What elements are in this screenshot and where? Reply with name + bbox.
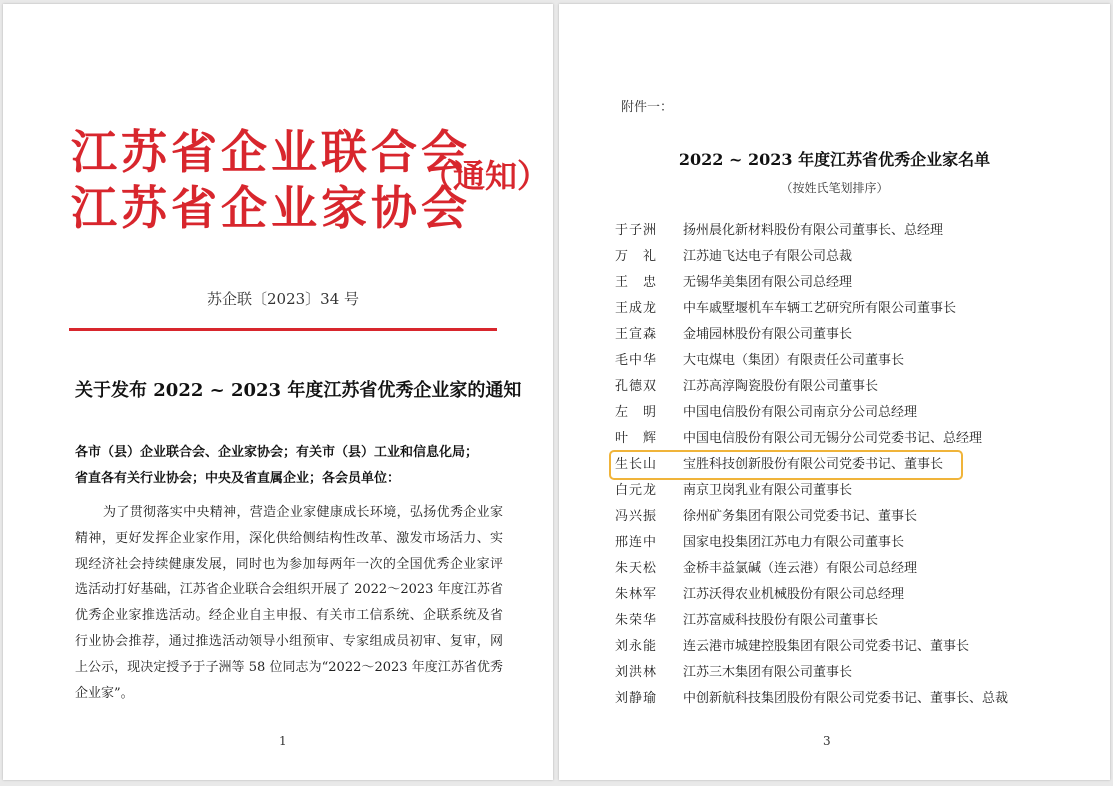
list-item xyxy=(615,270,1075,296)
person-title: 中车戚墅堰机车车辆工艺研究所有限公司董事长 xyxy=(683,301,957,316)
attachment-label: 附件一： xyxy=(621,100,674,115)
list-item xyxy=(615,244,1075,270)
person-name: 朱荣华 xyxy=(615,613,658,628)
right-page xyxy=(559,4,1110,780)
person-title: 无锡华美集团有限公司总经理 xyxy=(683,275,853,290)
roster-list xyxy=(615,218,1075,712)
recipients xyxy=(75,440,505,492)
list-item xyxy=(615,400,1075,426)
org-name-2: 江苏省企业家协会 xyxy=(71,181,471,235)
page-number: 3 xyxy=(823,734,831,748)
person-title: 江苏沃得农业机械股份有限公司总经理 xyxy=(683,587,905,602)
list-item xyxy=(615,556,1075,582)
list-item xyxy=(615,218,1075,244)
person-name: 邢连中 xyxy=(615,535,658,550)
list-item xyxy=(615,634,1075,660)
list-item xyxy=(615,582,1075,608)
list-item xyxy=(615,660,1075,686)
notice-label: （通知） xyxy=(421,157,550,195)
doc-number: 苏企联〔2023〕34 号 xyxy=(206,290,360,308)
person-name: 刘永能 xyxy=(615,639,658,654)
person-name: 王宣森 xyxy=(615,327,658,342)
list-subtitle: （按姓氏笔划排序） xyxy=(780,181,889,195)
list-item xyxy=(615,608,1075,634)
person-title: 中国电信股份有限公司南京分公司总经理 xyxy=(683,405,918,420)
person-name: 王 忠 xyxy=(615,275,658,290)
list-item xyxy=(615,426,1075,452)
person-title: 江苏三木集团有限公司董事长 xyxy=(683,665,853,680)
list-item xyxy=(615,296,1075,322)
letterhead xyxy=(71,124,471,236)
person-name: 于子洲 xyxy=(615,223,658,238)
person-name: 冯兴振 xyxy=(615,509,658,524)
person-title: 大屯煤电（集团）有限责任公司董事长 xyxy=(683,353,905,368)
person-title: 金埔园林股份有限公司董事长 xyxy=(683,327,853,342)
person-name: 王成龙 xyxy=(615,301,658,316)
person-name: 万 礼 xyxy=(615,249,658,264)
person-name: 生长山 xyxy=(615,457,658,472)
person-title: 江苏富威科技股份有限公司董事长 xyxy=(683,613,879,628)
body-paragraph: 为了贯彻落实中央精神，营造企业家健康成长环境，弘扬优秀企业家精神，更好发挥企业家作用，深化供给侧结构性改革、激发市场活力、实现经济社会持续健康发展，同时也为参加每两年一次的全国优秀企业家评选活动打好基础，江苏省企业联合会组织开展了 2022～2023 年度江苏省优秀企业家推选活动。经企业自主申报、有关市工信系统、企联系统及省行业协会推荐，通过推选活动领导小组预审、专家组成员初审、复审，网上公示，现决定授予于子洲等 58 位同志为“2022～2023 年度江苏省优秀企业家”。 xyxy=(75,505,503,701)
org-name-1: 江苏省企业联合会 xyxy=(71,125,471,179)
person-title: 江苏迪飞达电子有限公司总裁 xyxy=(683,249,853,264)
document-title: 关于发布 2022 ~ 2023 年度江苏省优秀企业家的通知 xyxy=(75,380,522,401)
person-title: 宝胜科技创新股份有限公司党委书记、董事长 xyxy=(683,457,944,472)
recipients-line: 各市（县）企业联合会、企业家协会；有关市（县）工业和信息化局； xyxy=(75,445,479,460)
person-name: 朱林军 xyxy=(615,587,658,602)
red-divider xyxy=(69,328,497,331)
list-item xyxy=(615,348,1075,374)
list-item xyxy=(615,322,1075,348)
person-title: 中国电信股份有限公司无锡分公司党委书记、总经理 xyxy=(683,431,983,446)
person-name: 白元龙 xyxy=(615,483,658,498)
person-name: 叶 辉 xyxy=(615,431,658,446)
person-title: 南京卫岗乳业有限公司董事长 xyxy=(683,483,853,498)
list-item xyxy=(615,686,1075,712)
page-number: 1 xyxy=(279,734,287,748)
list-title: 2022 ~ 2023 年度江苏省优秀企业家名单 xyxy=(678,150,991,169)
person-name: 刘洪林 xyxy=(615,665,658,680)
person-title: 扬州晨化新材料股份有限公司董事长、总经理 xyxy=(683,223,944,238)
person-name: 刘静瑜 xyxy=(615,691,658,706)
person-title: 江苏高淳陶瓷股份有限公司董事长 xyxy=(683,379,879,394)
person-title: 中创新航科技集团股份有限公司党委书记、董事长、总裁 xyxy=(683,691,1009,706)
recipients-line: 省直各有关行业协会；中央及省直属企业；各会员单位： xyxy=(75,471,401,486)
person-name: 孔德双 xyxy=(615,379,658,394)
person-title: 国家电投集团江苏电力有限公司董事长 xyxy=(683,535,905,550)
list-item xyxy=(615,374,1075,400)
list-item xyxy=(615,504,1075,530)
person-name: 毛中华 xyxy=(615,353,658,368)
person-name: 左 明 xyxy=(615,405,658,420)
highlighted-list-item xyxy=(611,452,961,478)
person-title: 金桥丰益氯碱（连云港）有限公司总经理 xyxy=(683,561,918,576)
person-title: 徐州矿务集团有限公司党委书记、董事长 xyxy=(683,509,918,524)
left-page xyxy=(3,4,553,780)
list-item xyxy=(615,530,1075,556)
person-name: 朱天松 xyxy=(615,561,658,576)
list-item xyxy=(615,478,1075,504)
person-title: 连云港市城建控股集团有限公司党委书记、董事长 xyxy=(683,639,970,654)
